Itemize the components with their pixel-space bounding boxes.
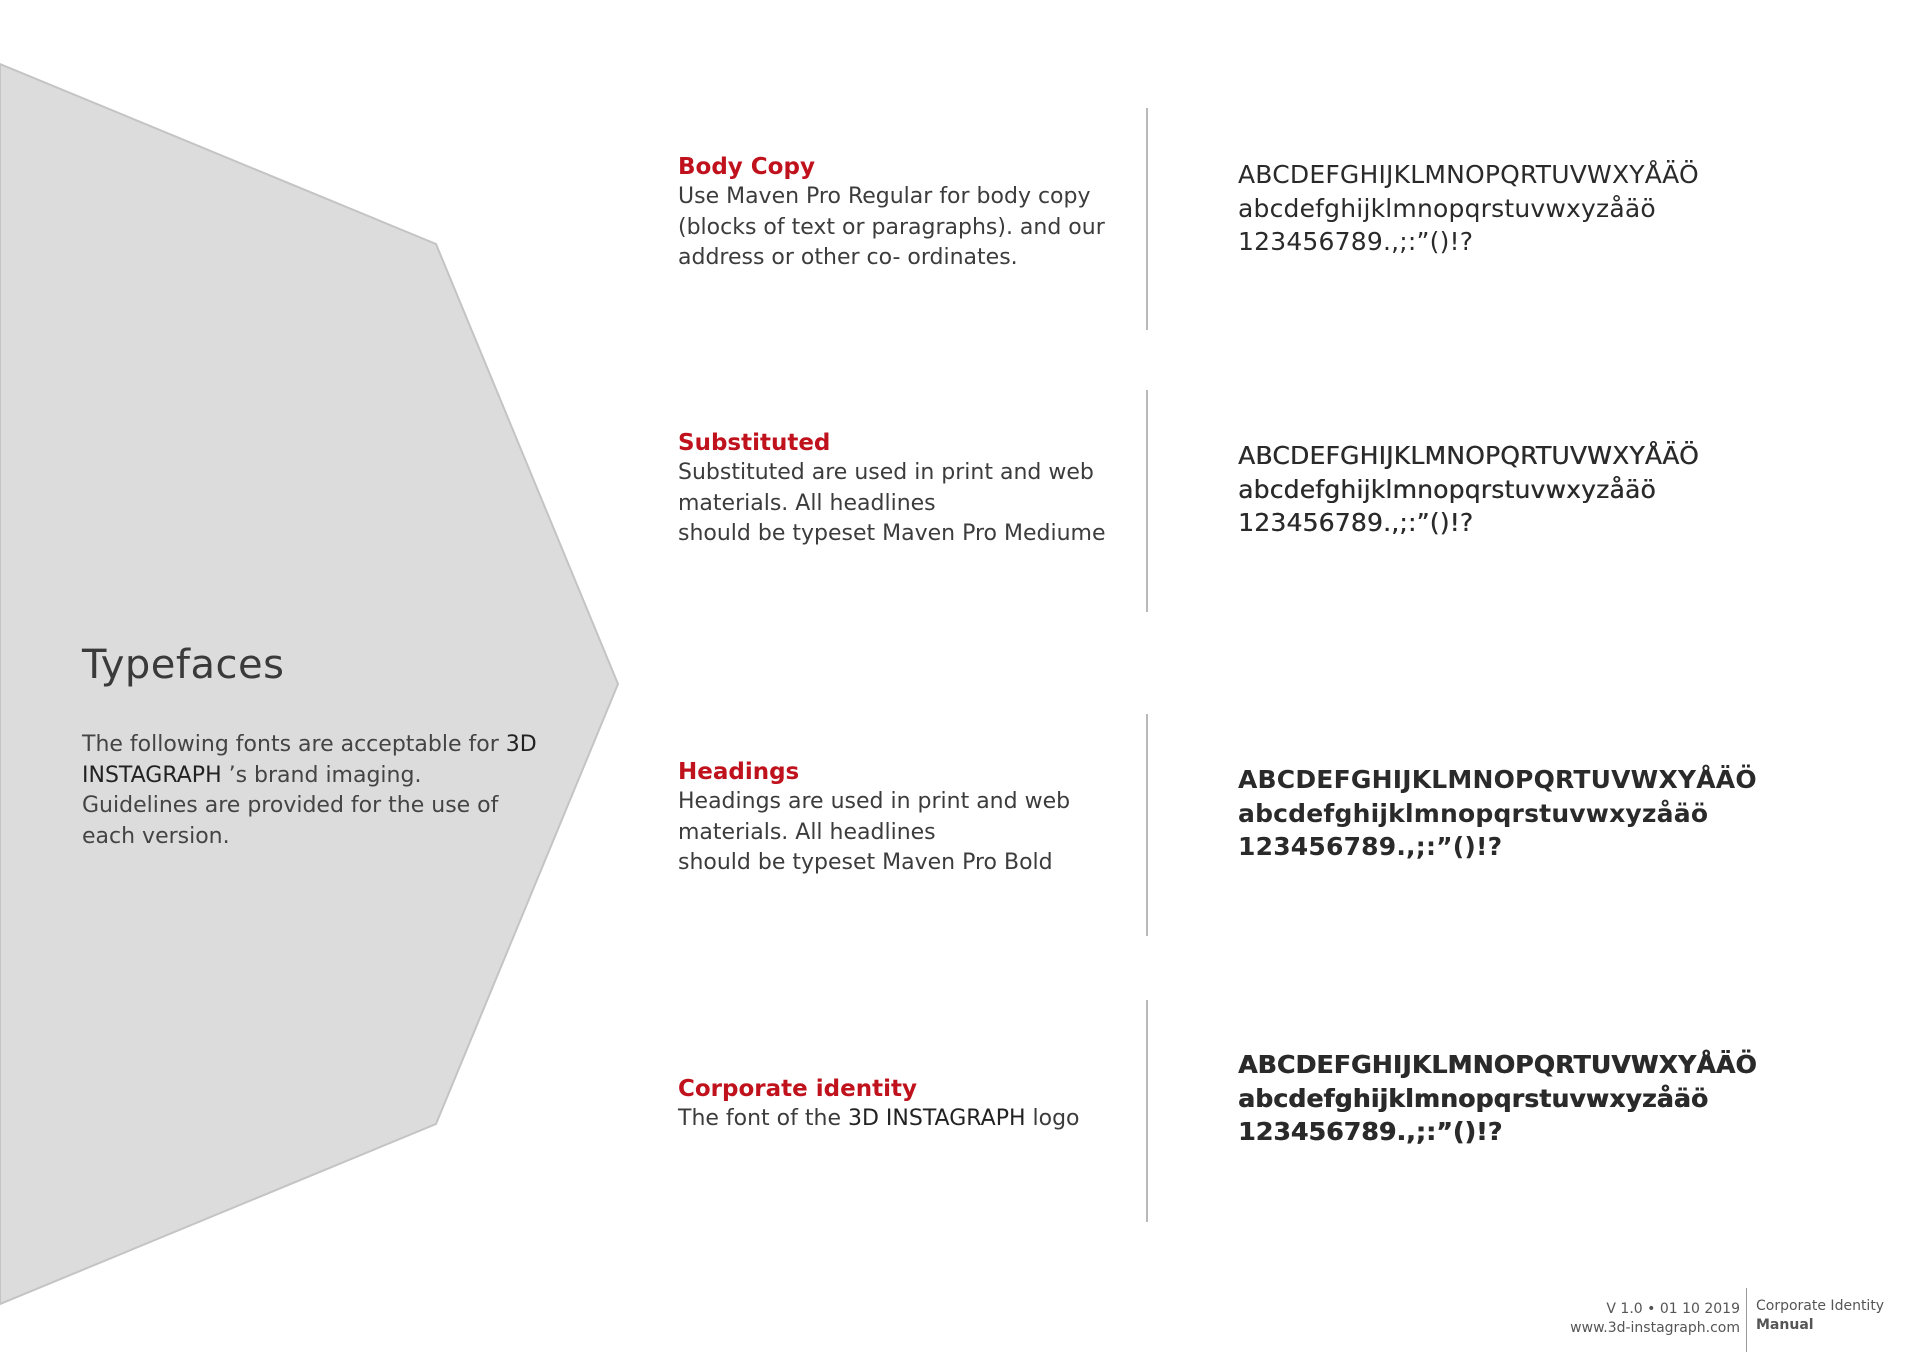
section-text [678,428,1148,550]
description-line: should be typeset Maven Pro Mediume [678,521,1106,546]
footer-divider [1746,1288,1747,1352]
sample-uppercase: ABCDEFGHIJKLMNOPQRTUVWXYÅÄÖ [1238,160,1699,189]
section-divider [1146,714,1148,936]
sample-lowercase: abcdefghijklmnopqrstuvwxyzåäö [1238,798,1709,828]
description-line: Use Maven Pro Regular for body copy [678,184,1091,209]
section-description [678,458,1148,550]
section-title: Body Copy [678,154,815,180]
footer-doc-title: Corporate Identity [1756,1298,1885,1314]
section-description [678,1104,1148,1135]
sample-uppercase: ABCDEFGHIJKLMNOPQRTUVWXYÅÄÖ [1238,441,1699,470]
section-title: Headings [678,759,800,785]
footer-version: V 1.0 • 01 10 2019 [1606,1301,1740,1317]
description-line: materials. All headlines [678,819,936,845]
footer-doc-label [1756,1297,1916,1335]
section-description [678,182,1148,274]
description-line: materials. All headlines [678,490,936,516]
section-divider [1146,390,1148,612]
description-line: (blocks of text or paragraphs). and our [678,214,1105,240]
sample-digits: 123456789.,;:”()!? [1238,227,1474,256]
intro-text-start: The following fonts are acceptable for [82,732,506,757]
section-text [678,152,1148,274]
font-sample-medium [1238,439,1878,540]
font-sample-bold [1238,763,1878,864]
intro-block [82,642,542,852]
section-divider [1146,1000,1148,1222]
sample-digits: 123456789.,;:”()!? [1238,832,1503,861]
description-text-start: The font of the [678,1106,848,1131]
intro-text-end: ’s brand imaging. Guidelines are provided for the use of each version. [82,762,499,849]
sample-uppercase: ABCDEFGHIJKLMNOPQRTUVWXYÅÄÖ [1238,765,1757,794]
brand-name: 3D INSTAGRAPH [82,732,537,788]
description-text-end: logo [1025,1106,1080,1131]
section-title: Substituted [678,430,831,456]
description-line: Substituted are used in print and web [678,460,1094,485]
description-line: Headings are used in print and web [678,789,1071,814]
section-title: Corporate identity [678,1076,917,1102]
sample-lowercase: abcdefghijklmnopqrstuvwxyzåäö [1238,474,1656,504]
footer-meta [1500,1300,1740,1338]
section-text [678,1074,1148,1135]
section-description [678,787,1148,879]
sample-uppercase: ABCDEFGHIJKLMNOPQRTUVWXYÅÄÖ [1238,1050,1757,1079]
sample-digits: 123456789.,;:”()!? [1238,508,1474,537]
description-line: should be typeset Maven Pro Bold [678,850,1053,875]
intro-description [82,730,542,852]
brand-name: 3D INSTAGRAPH [847,1106,1026,1131]
section-divider [1146,108,1148,330]
sample-lowercase: abcdefghijklmnopqrstuvwxyzåäö [1238,193,1656,223]
sample-lowercase: abcdefghijklmnopqrstuvwxyzåäö [1238,1083,1709,1113]
section-text [678,757,1148,879]
page-title: Typefaces [82,642,285,688]
footer-doc-subtitle: Manual [1756,1317,1814,1333]
sample-digits: 123456789.,;:”()!? [1238,1117,1503,1146]
description-line: address or other co- ordinates. [678,245,1018,270]
font-sample-regular [1238,158,1878,259]
font-sample-black [1238,1048,1878,1149]
footer-website: www.3d-instagraph.com [1570,1320,1740,1336]
